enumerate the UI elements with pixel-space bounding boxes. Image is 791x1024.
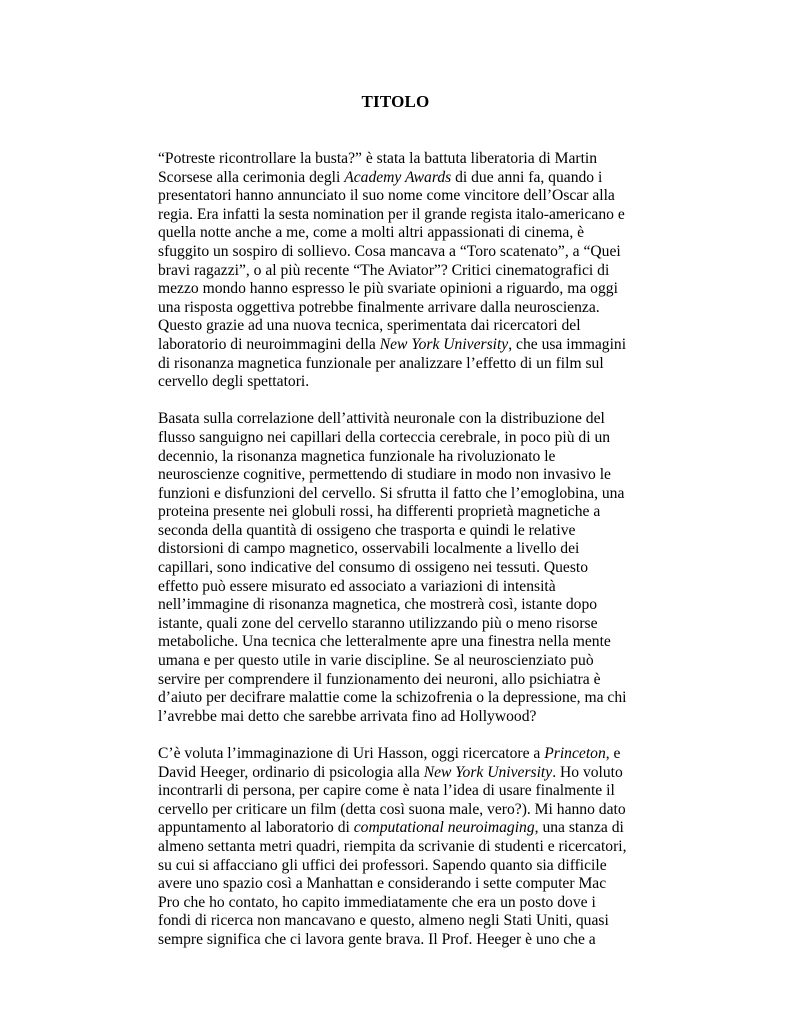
text-line (158, 633, 638, 652)
text-line (158, 243, 638, 262)
text-segment: Questo grazie ad una nuova tecnica, sperimentata dai ricercatori del (158, 317, 581, 335)
text-line (158, 169, 638, 188)
text-segment: incontrarli di persona, per capire come è nata l’idea di usare finalmente il (158, 782, 615, 800)
text-line (158, 894, 638, 913)
text-line (158, 448, 638, 467)
text-line (158, 280, 638, 299)
text-line (158, 819, 638, 838)
text-segment: l’avrebbe mai detto che sarebbe arrivata fino ad Hollywood? (158, 707, 537, 725)
text-segment: decennio, la risonanza magnetica funzionale ha rivoluzionato le (158, 447, 556, 465)
text-line (158, 764, 638, 783)
text-line (158, 578, 638, 597)
text-segment: regia. Era infatti la sesta nomination per il grande regista italo-americano e (158, 205, 625, 223)
text-line (158, 782, 638, 801)
text-segment: di due anni fa, quando i (451, 168, 603, 186)
document-title: TITOLO (361, 92, 430, 111)
text-line (158, 429, 638, 448)
italic-term: Academy Awards (344, 168, 452, 186)
italic-term: New York University (423, 763, 553, 781)
text-segment: fondi di ricerca non mancavano e questo, almeno negli Stati Uniti, quasi (158, 912, 609, 930)
text-line (158, 912, 638, 931)
text-line (158, 875, 638, 894)
text-segment: , che usa immagini (508, 335, 627, 353)
text-line (158, 150, 638, 169)
text-line (158, 522, 638, 541)
italic-term: Princeton (544, 745, 606, 762)
text-segment: distorsioni di campo magnetico, osservabili localmente a livello dei (158, 540, 580, 558)
italic-term: computational neuroimaging (353, 819, 535, 837)
text-segment: metaboliche. Una tecnica che letteralmente apre una finestra nella mente (158, 633, 611, 651)
text-segment: C’è voluta l’immaginazione di Uri Hasson, oggi ricercatore a (158, 745, 545, 762)
text-segment: David Heeger, ordinario di psicologia alla (158, 763, 424, 781)
text-segment: cervello per criticare un film (detta così suona male, vero?). Mi hanno dato (158, 800, 626, 818)
text-segment: di risonanza magnetica funzionale per analizzare l’effetto di un film sul (158, 354, 604, 372)
text-line (158, 671, 638, 690)
text-segment: sempre significa che ci lavora gente brava. Il Prof. Heeger è uno che a (158, 930, 596, 948)
text-line (158, 838, 638, 857)
text-line (158, 262, 638, 281)
text-segment: appuntamento al laboratorio di (158, 819, 354, 837)
text-segment: avere uno spazio così a Manhattan e considerando i sette computer Mac (158, 875, 607, 893)
text-segment: flusso sanguigno nei capillari della corteccia cerebrale, in poco più di un (158, 428, 611, 446)
text-segment: . Ho voluto (552, 763, 623, 781)
text-line (158, 336, 638, 355)
text-line (158, 410, 638, 429)
text-segment: Basata sulla correlazione dell’attività neuronale con la distribuzione del (158, 410, 605, 428)
text-segment: su cui si affacciano gli uffici dei professori. Sapendo quanto sia difficile (158, 856, 607, 874)
text-line (158, 373, 638, 392)
text-segment: cervello degli spettatori. (158, 373, 310, 391)
text-line (158, 857, 638, 876)
text-segment: , e (605, 745, 621, 762)
paragraph (158, 150, 638, 392)
text-line (158, 689, 638, 708)
text-segment: presentatori hanno annunciato il suo nome come vincitore dell’Oscar alla (158, 187, 615, 205)
paragraph (158, 745, 638, 950)
text-line (158, 708, 638, 727)
text-line (158, 652, 638, 671)
text-line (158, 317, 638, 336)
text-segment: “Potreste ricontrollare la busta?” è stata la battuta liberatoria di Martin (158, 150, 598, 167)
paragraph (158, 410, 638, 726)
text-segment: effetto può essere misurato ed associato a variazioni di intensità (158, 577, 556, 595)
text-line (158, 596, 638, 615)
text-line (158, 224, 638, 243)
text-line (158, 745, 638, 764)
text-segment: una risposta oggettiva potrebbe finalmente arrivare dalla neuroscienza. (158, 298, 600, 316)
text-line (158, 466, 638, 485)
text-line (158, 801, 638, 820)
text-segment: quella notte anche a me, come a molti altri appassionati di cinema, è (158, 224, 585, 242)
document-body (158, 150, 638, 968)
text-line (158, 503, 638, 522)
text-line (158, 299, 638, 318)
text-segment: , una stanza di (534, 819, 624, 837)
text-segment: servire per comprendere il funzionamento dei neuroni, allo psichiatra è (158, 670, 601, 688)
text-segment: Pro che ho contato, ho capito immediatamente che era un posto dove i (158, 893, 596, 911)
text-segment: istante, quali zone del cervello staranno utilizzando più o meno risorse (158, 614, 598, 632)
italic-term: New York University (379, 335, 509, 353)
text-line (158, 540, 638, 559)
text-line (158, 187, 638, 206)
text-segment: nell’immagine di risonanza magnetica, che mostrerà così, istante dopo (158, 596, 598, 614)
text-segment: umana e per questo utile in varie discipline. Se al neuroscienziato può (158, 652, 594, 670)
text-segment: bravi ragazzi”, o al più recente “The Aviator”? Critici cinematografici di (158, 261, 610, 279)
text-segment: sfuggito un sospiro di sollievo. Cosa mancava a “Toro scatenato”, a “Quei (158, 242, 621, 260)
text-segment: laboratorio di neuroimmagini della (158, 335, 380, 353)
text-segment: seconda della quantità di ossigeno che trasporta e quindi le relative (158, 521, 576, 539)
text-line (158, 485, 638, 504)
text-line (158, 206, 638, 225)
text-segment: neuroscienze cognitive, permettendo di studiare in modo non invasivo le (158, 466, 611, 484)
text-line (158, 355, 638, 374)
text-segment: proteina presente nei globuli rossi, ha differenti proprietà magnetiche a (158, 503, 601, 521)
text-line (158, 559, 638, 578)
text-line (158, 931, 638, 950)
text-segment: Scorsese alla cerimonia degli (158, 168, 345, 186)
text-segment: mezzo mondo hanno espresso le più svariate opinioni a riguardo, ma oggi (158, 280, 618, 298)
text-segment: funzioni e disfunzioni del cervello. Si sfrutta il fatto che l’emoglobina, una (158, 484, 625, 502)
text-segment: d’aiuto per decifrare malattie come la schizofrenia o la depressione, ma chi (158, 689, 627, 707)
text-segment: capillari, sono indicative del consumo di ossigeno nei tessuti. Questo (158, 559, 589, 577)
text-segment: almeno settanta metri quadri, riempita da scrivanie di studenti e ricercatori, (158, 837, 627, 855)
text-line (158, 615, 638, 634)
